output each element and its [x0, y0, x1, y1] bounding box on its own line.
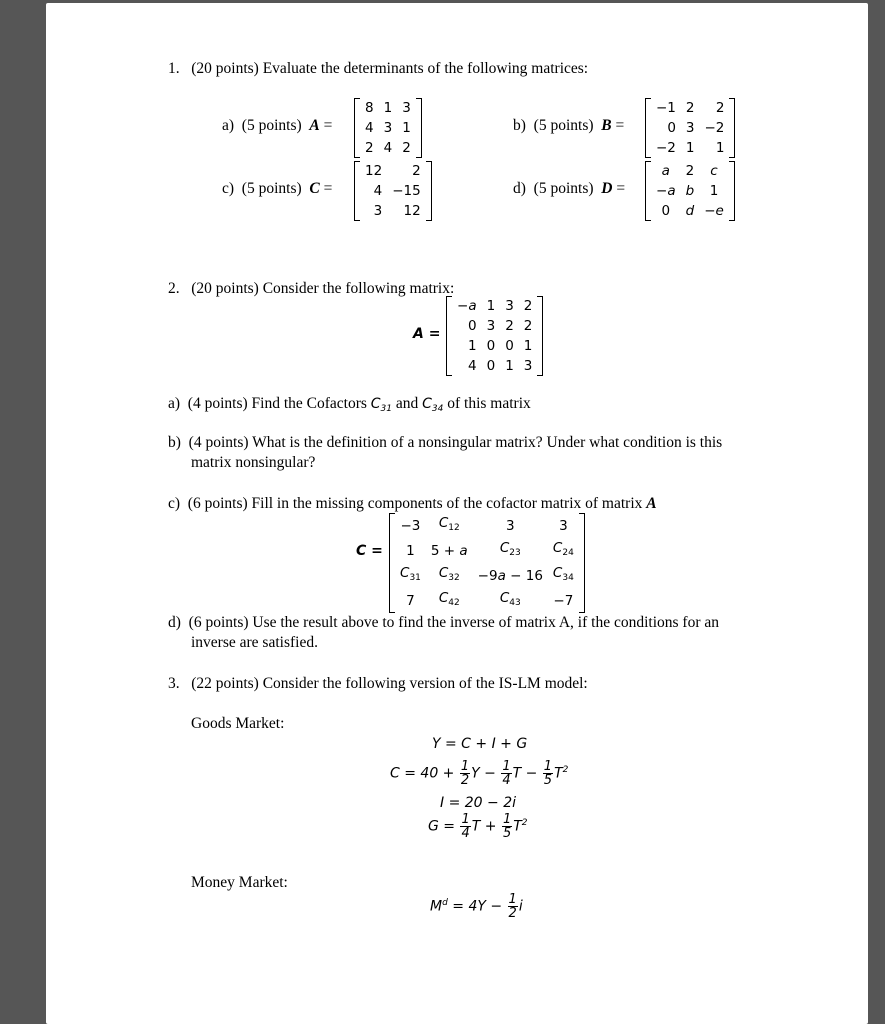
matrix-b-cell-1-0: 0	[667, 120, 676, 136]
q3-heading: 3. (22 points) Consider the following version of the IS-LM model:	[168, 675, 588, 692]
matrix-q2-cell-2-0: 1	[468, 338, 477, 354]
document-page	[46, 3, 868, 1024]
cofactor-cell-3-1: $C_{42}$	[438, 590, 460, 608]
cofactor-cell-2-3: $C_{34}$	[552, 565, 574, 583]
matrix-a-cell-1-0: 4	[365, 120, 374, 136]
matrix-q2-cell-0-3: 2	[523, 298, 533, 314]
matrix-d-cell-1-2: 1	[709, 183, 719, 199]
cofactor-cell-3-3: −7	[553, 592, 574, 609]
cofactor-cell-0-3: 3	[559, 517, 568, 534]
eq-md: $M^d = 4Y$ − $\frac{1}{2}$ i	[430, 892, 523, 921]
matrix-q2-cell-0-0: −a	[457, 298, 477, 314]
q2c: c) (6 points) Fill in the missing components of the cofactor matrix of matrix A	[168, 495, 657, 512]
cofactor-matrix-name: C =	[356, 543, 383, 559]
q2b-line2: matrix nonsingular?	[191, 454, 316, 471]
cofactor-cell-3-0: 7	[406, 592, 415, 609]
matrix-q2-cell-3-0: 4	[468, 358, 477, 374]
cofactor-cell-2-2: −9a − 16	[477, 567, 543, 584]
matrix-q2-cell-2-1: 0	[486, 338, 496, 354]
eq-g: G = $\frac{1}{4}$ T + $\frac{1}{5}$ $T^2$	[428, 812, 528, 841]
matrix-b-cell-2-1: 1	[685, 140, 695, 156]
matrix-q2-cell-1-1: 3	[486, 318, 496, 334]
matrix-q2-cell-3-2: 1	[505, 358, 514, 374]
matrix-d-cell-2-2: −e	[704, 203, 724, 219]
q1b-label: b) (5 points) B =	[513, 117, 625, 134]
q1-text: (20 points) Evaluate the determinants of the following matrices:	[191, 60, 589, 77]
matrix-q2-cell-0-1: 1	[486, 298, 496, 314]
matrix-q2-cell-0-2: 3	[505, 298, 514, 314]
q1-number: 1.	[168, 60, 180, 77]
matrix-c-cell-2-0: 3	[373, 203, 383, 219]
matrix-b-cell-0-0: −1	[656, 100, 676, 116]
matrix-q2-cell-1-0: 0	[468, 318, 477, 334]
matrix-d-cell-2-0: 0	[661, 203, 671, 219]
matrix-a-cell-2-1: 4	[383, 140, 393, 156]
matrix-d-cell-0-1: 2	[685, 163, 695, 179]
matrix-c-cell-1-0: 4	[373, 183, 383, 199]
matrix-d-cell-2-1: d	[685, 203, 695, 219]
matrix-q2-cell-3-3: 3	[523, 358, 533, 374]
matrix-a-cell-1-2: 1	[402, 120, 411, 136]
matrix-d-cell-0-2: c	[710, 163, 718, 179]
matrix-q2	[446, 296, 543, 376]
matrix-d	[645, 161, 735, 221]
matrix-a-cell-0-0: 8	[365, 100, 374, 116]
matrix-b	[645, 98, 735, 158]
matrix-a-cell-0-1: 1	[383, 100, 393, 116]
matrix-b-cell-1-1: 3	[685, 120, 695, 136]
matrix-a-cell-2-2: 2	[402, 140, 411, 156]
matrix-d-cell-1-0: −a	[656, 183, 676, 199]
q1-heading	[168, 60, 588, 78]
cofactor-cell-3-2: $C_{43}$	[499, 590, 521, 608]
cofactor-cell-1-2: $C_{23}$	[499, 540, 521, 558]
matrix-b-cell-2-0: −2	[656, 140, 676, 156]
q2d-line2: inverse are satisfied.	[191, 634, 318, 651]
q2d-line1: d) (6 points) Use the result above to find the inverse of matrix A, if the conditions for an	[168, 614, 719, 631]
matrix-c-cell-2-1: 12	[403, 203, 421, 219]
matrix-d-cell-0-0: a	[661, 163, 670, 179]
eq-c: C = 40 + $\frac{1}{2}$ Y − $\frac{1}{4}$ T − $\frac{1}{5}$ $T^2$	[390, 759, 569, 788]
cofactor-cell-0-1: $C_{12}$	[438, 515, 460, 533]
matrix-c-cell-1-1: −15	[392, 183, 421, 199]
cofactor-matrix	[389, 513, 585, 613]
eq-i: I = 20 − 2i	[440, 795, 517, 811]
matrix-q2-cell-2-3: 1	[523, 338, 533, 354]
eq-y: Y = C + I + G	[432, 736, 528, 752]
matrix-a-cell-2-0: 2	[365, 140, 374, 156]
goods-market-label: Goods Market:	[191, 715, 285, 732]
matrix-a	[354, 98, 422, 158]
q1d-label: d) (5 points) D =	[513, 180, 626, 197]
q2b-line1: b) (4 points) What is the definition of a nonsingular matrix? Under what condition is this	[168, 434, 723, 451]
q2-heading: 2. (20 points) Consider the following matrix:	[168, 280, 455, 297]
q2-matrix-name: A =	[413, 326, 441, 342]
matrix-c	[354, 161, 432, 221]
cofactor-cell-2-0: $C_{31}$	[400, 565, 421, 583]
matrix-b-cell-1-2: −2	[704, 120, 725, 136]
cofactor-cell-2-1: $C_{32}$	[438, 565, 460, 583]
matrix-b-cell-0-1: 2	[685, 100, 695, 116]
q1c-label: c) (5 points) C =	[222, 180, 333, 197]
matrix-c-cell-0-0: 12	[365, 163, 383, 179]
cofactor-cell-0-2: 3	[505, 517, 515, 534]
matrix-b-cell-0-2: 2	[715, 100, 725, 116]
cofactor-cell-1-3: $C_{24}$	[552, 540, 574, 558]
q2a: a) (4 points) Find the Cofactors $C_{31}$ and $C_{34}$ of this matrix	[168, 395, 531, 414]
matrix-a-cell-0-2: 3	[402, 100, 411, 116]
matrix-d-cell-1-1: b	[685, 183, 695, 199]
cofactor-cell-0-0: −3	[400, 517, 421, 534]
matrix-q2-cell-3-1: 0	[486, 358, 496, 374]
matrix-b-cell-2-2: 1	[715, 140, 725, 156]
cofactor-cell-1-1: 5 + a	[430, 542, 468, 559]
q1a-label: a) (5 points) A =	[222, 117, 333, 134]
matrix-q2-cell-2-2: 0	[505, 338, 514, 354]
cofactor-cell-1-0: 1	[406, 542, 415, 559]
money-market-label: Money Market:	[191, 874, 288, 891]
matrix-q2-cell-1-2: 2	[505, 318, 514, 334]
matrix-a-cell-1-1: 3	[383, 120, 393, 136]
matrix-c-cell-0-1: 2	[412, 163, 421, 179]
matrix-q2-cell-1-3: 2	[523, 318, 533, 334]
